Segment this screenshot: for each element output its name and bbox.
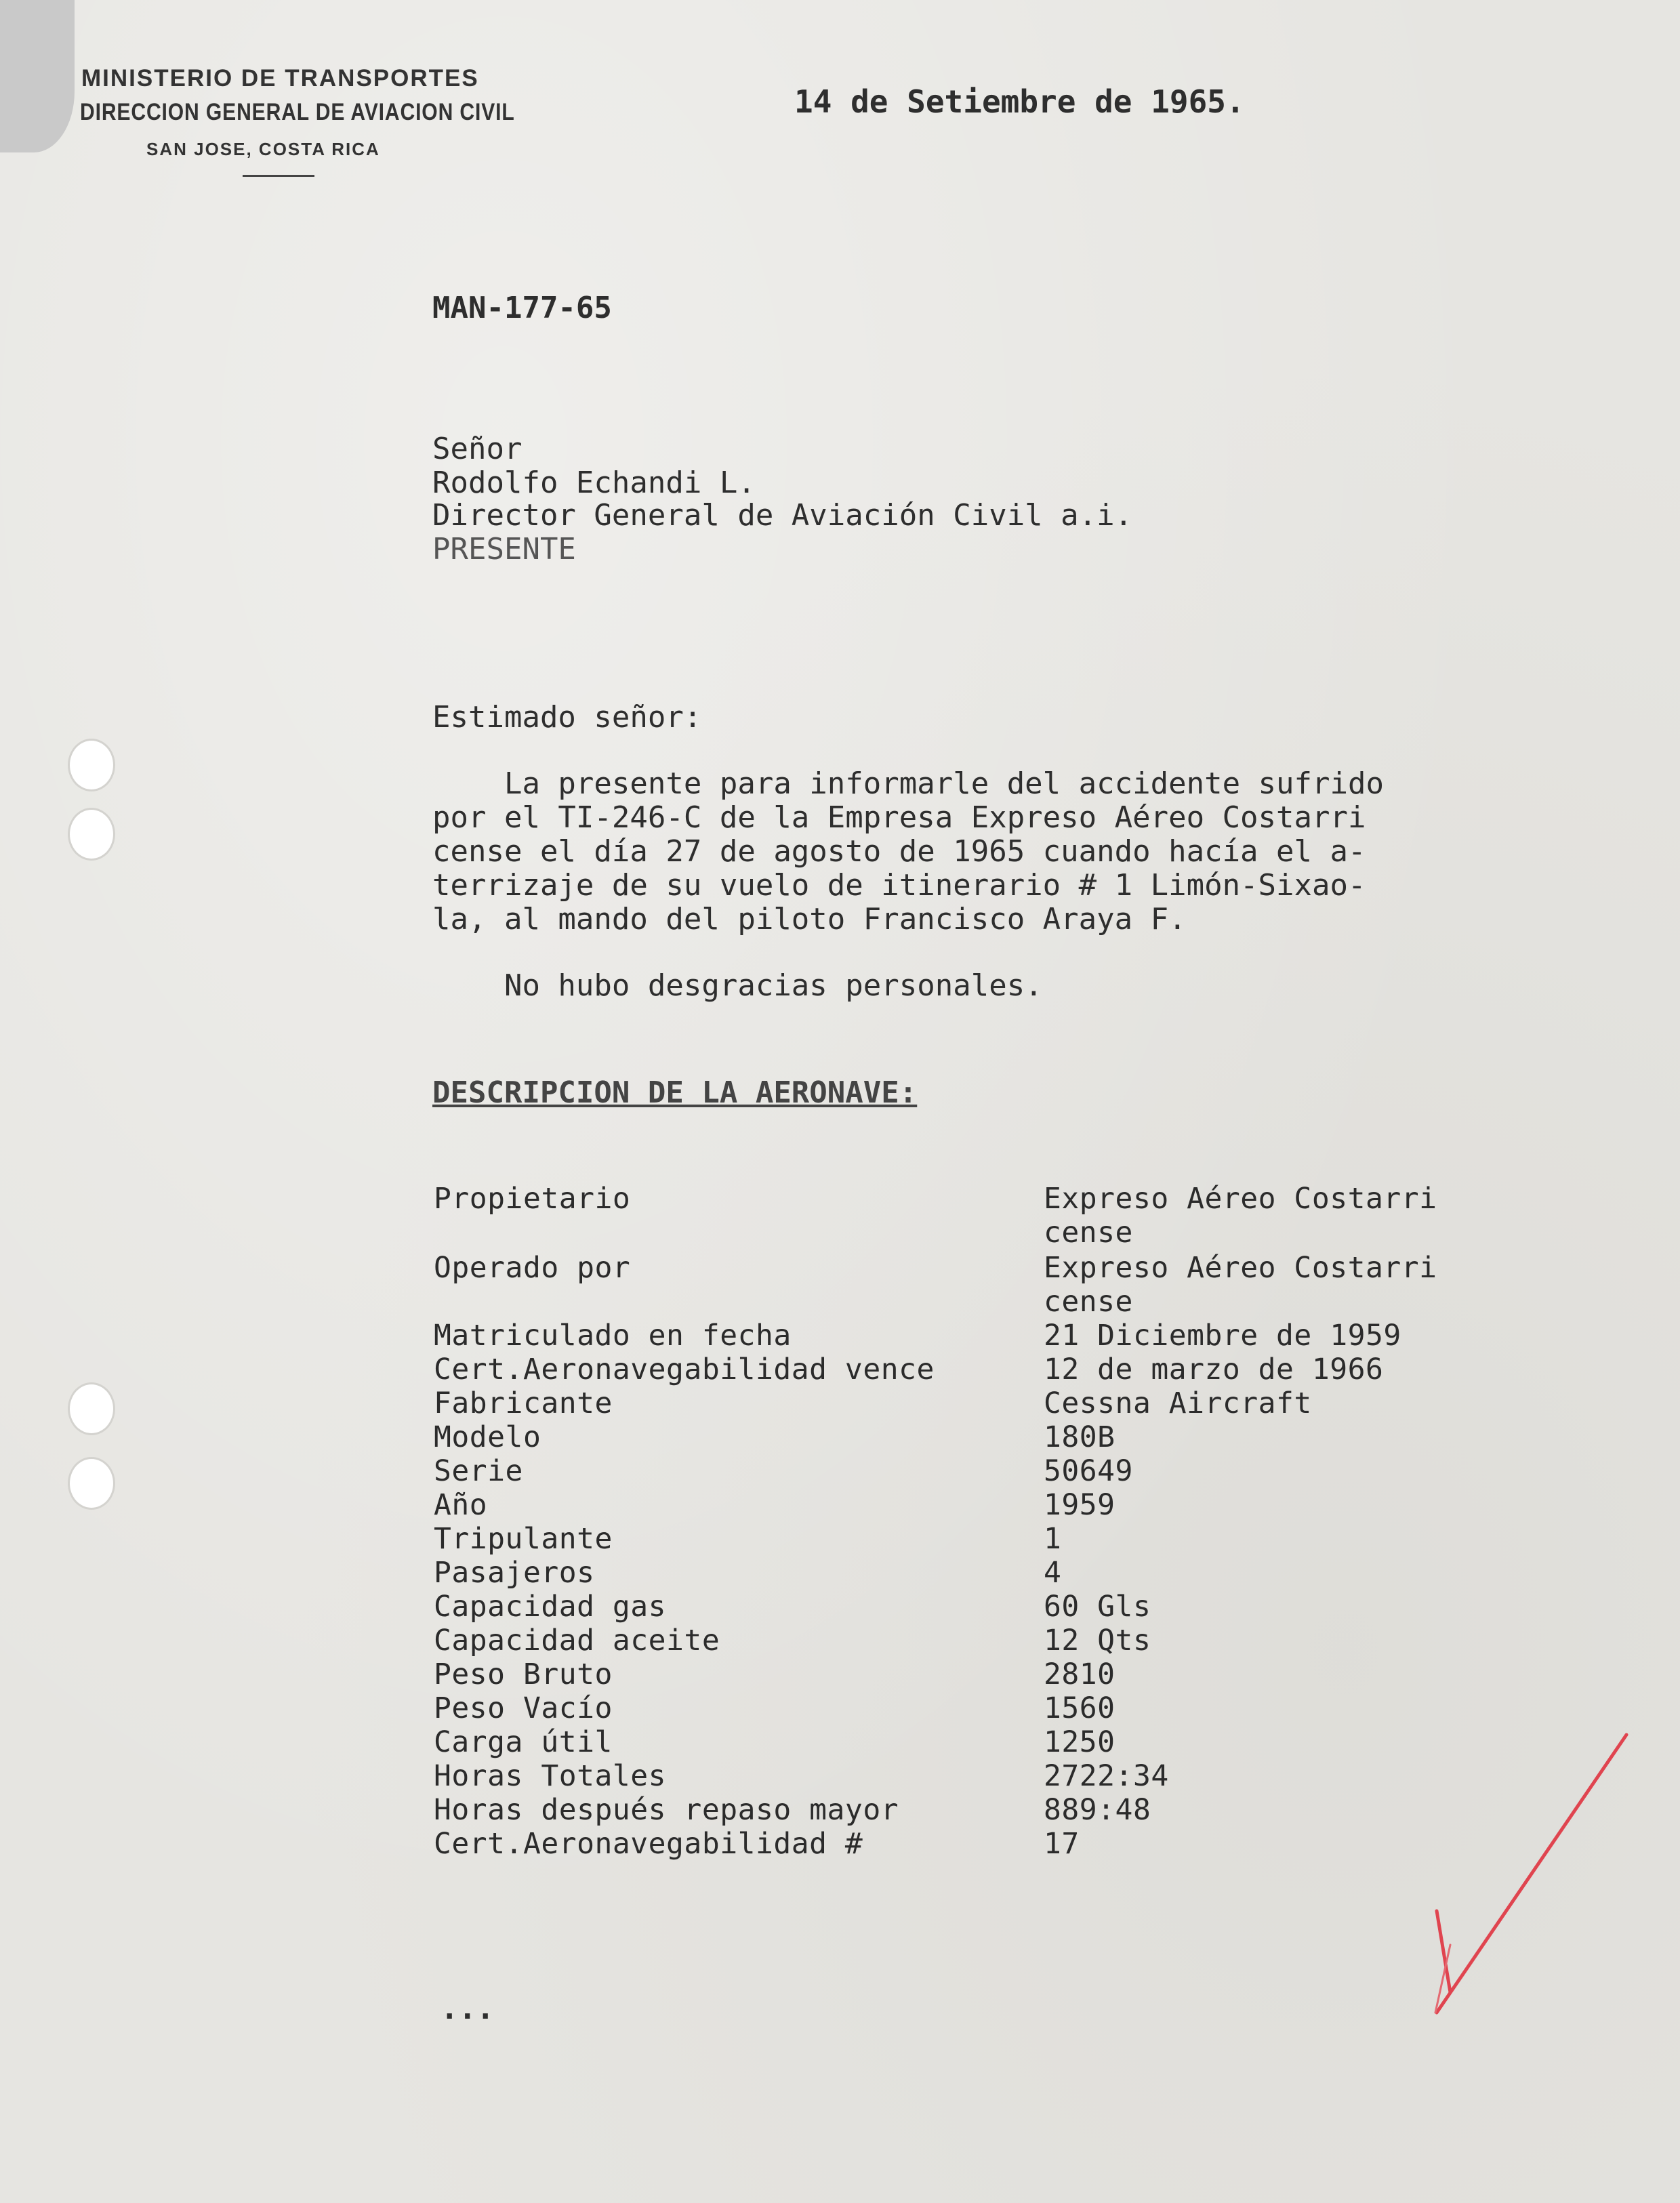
- letterhead-ministry: MINISTERIO DE TRANSPORTES: [81, 65, 479, 91]
- aircraft-field-label: Horas Totales: [434, 1759, 667, 1793]
- aircraft-field-label: Fabricante: [434, 1386, 613, 1420]
- aircraft-field-value: 17: [1044, 1827, 1080, 1861]
- aircraft-field-value: Cessna Aircraft: [1044, 1386, 1312, 1420]
- aircraft-field-label: Cert.Aeronavegabilidad vence: [434, 1353, 935, 1386]
- aircraft-field-label: Capacidad gas: [434, 1590, 667, 1624]
- aircraft-field-label: Matriculado en fecha: [434, 1319, 792, 1353]
- punch-hole: [68, 1457, 115, 1510]
- aircraft-field-label: Serie: [434, 1454, 523, 1488]
- torn-corner: [0, 0, 75, 152]
- letterhead-direction: DIRECCION GENERAL DE AVIACION CIVIL: [80, 99, 515, 125]
- aircraft-field-label: Modelo: [434, 1420, 541, 1454]
- aircraft-field-value: 2722:34: [1044, 1759, 1169, 1793]
- aircraft-field-value: 21 Diciembre de 1959: [1044, 1319, 1401, 1353]
- aircraft-field-label: Operado por: [434, 1251, 631, 1285]
- body-line: por el TI-246-C de la Empresa Expreso Aéreo Costarri: [432, 800, 1366, 835]
- letterhead-location: SAN JOSE, COSTA RICA: [146, 139, 380, 159]
- aircraft-field-label: Propietario: [434, 1182, 631, 1216]
- punch-hole: [68, 739, 115, 791]
- recipient-title: Señor: [432, 432, 523, 466]
- aircraft-field-value: 180B: [1044, 1420, 1115, 1454]
- aircraft-field-label: Carga útil: [434, 1725, 613, 1759]
- body-paragraph-2: No hubo desgracias personales.: [432, 968, 1043, 1003]
- recipient-position: Director General de Aviación Civil a.i.: [432, 498, 1133, 533]
- aircraft-field-value: Expreso Aéreo Costarri cense: [1044, 1182, 1437, 1250]
- aircraft-field-value: 1560: [1044, 1691, 1115, 1725]
- aircraft-field-value: 60 Gls: [1044, 1590, 1151, 1624]
- aircraft-field-label: Tripulante: [434, 1522, 613, 1556]
- greeting: Estimado señor:: [432, 700, 702, 735]
- recipient-name: Rodolfo Echandi L.: [432, 466, 756, 500]
- aircraft-field-label: Peso Bruto: [434, 1658, 613, 1691]
- body-line: la, al mando del piloto Francisco Araya F.: [432, 902, 1187, 936]
- check-mark-icon: [1423, 1721, 1640, 2019]
- aircraft-field-value: 2810: [1044, 1658, 1115, 1691]
- section-heading: DESCRIPCION DE LA AERONAVE:: [432, 1075, 918, 1110]
- aircraft-field-value: 1250: [1044, 1725, 1115, 1759]
- body-line: La presente para informarle del accidente sufrido: [432, 766, 1384, 801]
- body-line: cense el día 27 de agosto de 1965 cuando hacía el a-: [432, 834, 1366, 869]
- aircraft-field-label: Año: [434, 1488, 488, 1522]
- letter-date: 14 de Setiembre de 1965.: [794, 83, 1245, 120]
- recipient-presente: PRESENTE: [432, 532, 576, 567]
- aircraft-field-label: Capacidad aceite: [434, 1624, 720, 1658]
- aircraft-field-value: 889:48: [1044, 1793, 1151, 1827]
- aircraft-field-label: Cert.Aeronavegabilidad #: [434, 1827, 863, 1861]
- aircraft-field-value: 1: [1044, 1522, 1062, 1556]
- aircraft-field-value: 50649: [1044, 1454, 1133, 1488]
- aircraft-field-value: 12 de marzo de 1966: [1044, 1353, 1384, 1386]
- aircraft-field-value: Expreso Aéreo Costarri cense: [1044, 1251, 1437, 1319]
- aircraft-field-label: Horas después repaso mayor: [434, 1793, 899, 1827]
- punch-hole: [68, 1382, 115, 1435]
- body-line: terrizaje de su vuelo de itinerario # 1 Limón-Sixao-: [432, 868, 1366, 903]
- aircraft-field-value: 4: [1044, 1556, 1062, 1590]
- reference-number: MAN-177-65: [432, 291, 612, 325]
- letterhead-rule: [243, 175, 314, 177]
- aircraft-field-value: 12 Qts: [1044, 1624, 1151, 1658]
- aircraft-field-value: 1959: [1044, 1488, 1115, 1522]
- continuation-marker: ...: [441, 1992, 495, 2026]
- aircraft-field-label: Pasajeros: [434, 1556, 595, 1590]
- aircraft-field-label: Peso Vacío: [434, 1691, 613, 1725]
- punch-hole: [68, 808, 115, 861]
